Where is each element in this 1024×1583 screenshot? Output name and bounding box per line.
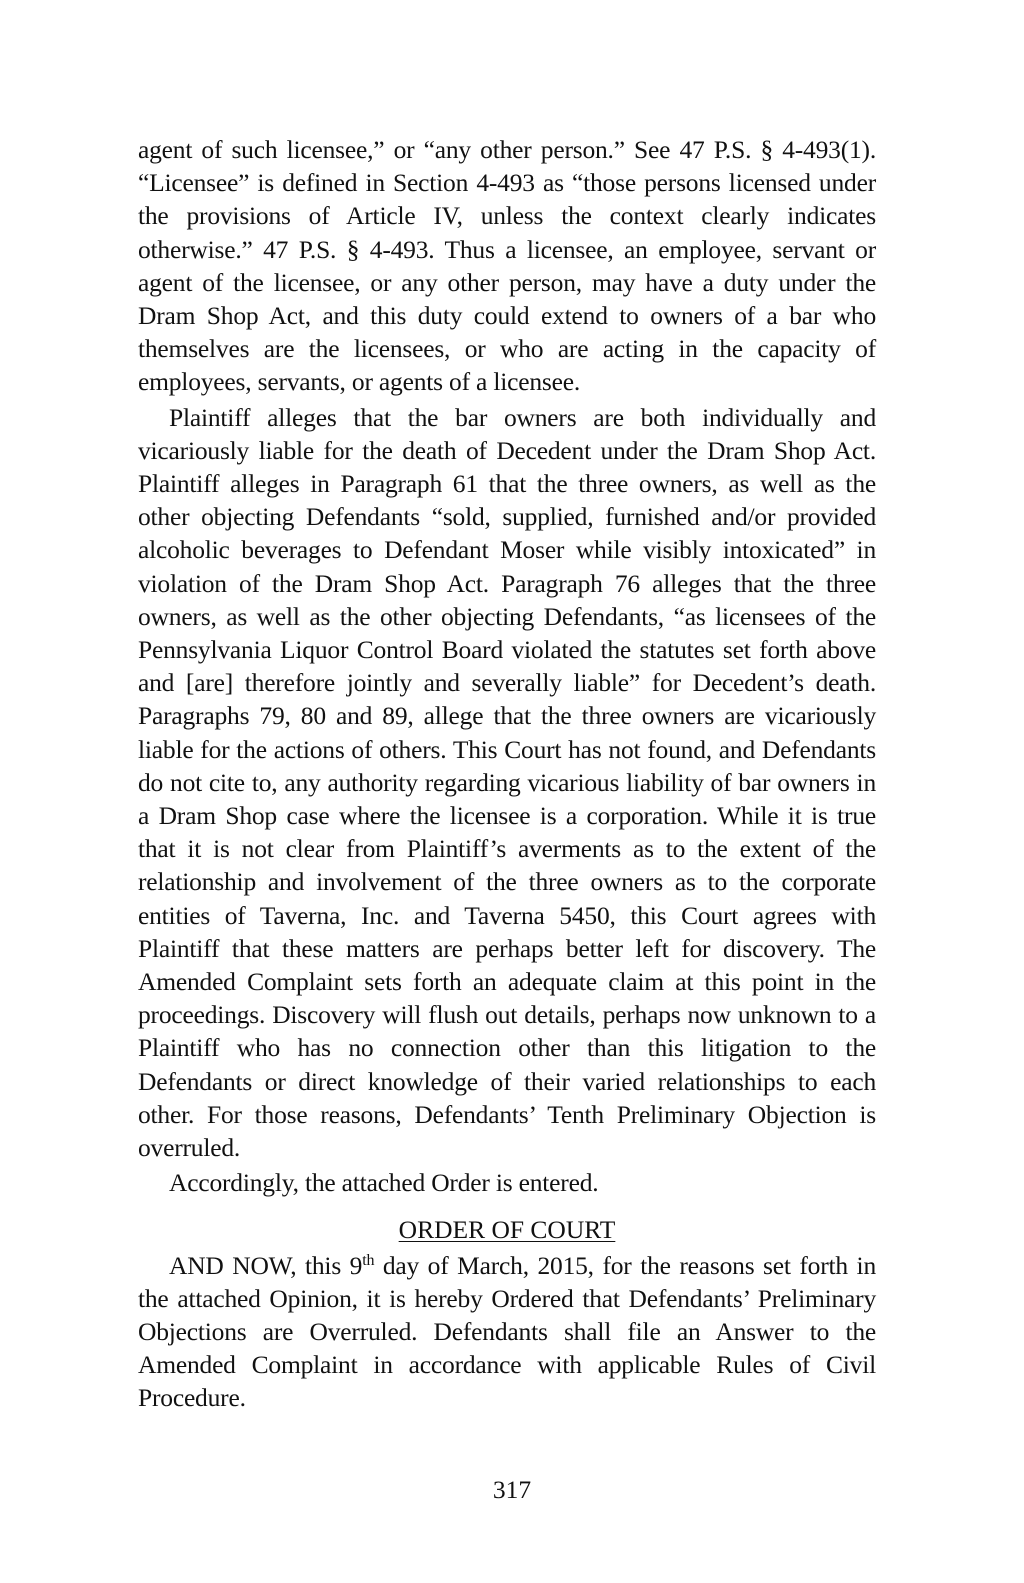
order-of-court-heading: ORDER OF COURT: [398, 1214, 616, 1244]
order-text-rest: day of March, 2015, for the reasons set forth in the attached Opinion, it is hereby Ordered that Defendants’ Preliminary Objections are Overruled. Defendants shall file an Answer to the Amended Complaint in accordance with applicable Rules of Civil Procedure.: [138, 1250, 876, 1413]
paragraph-order-text: [138, 1249, 876, 1415]
page-number: 317: [492, 1475, 532, 1504]
order-text-start: AND NOW, this 9: [169, 1250, 363, 1280]
document-body: [138, 133, 876, 1415]
ordinal-superscript: th: [362, 1251, 375, 1269]
paragraph-vicarious-liability: Plaintiff alleges that the bar owners are both individually and vicariously liable for the death of Decedent under the Dram Shop Act. Plaintiff alleges in Paragraph 61 that the three owners, as well as the other objecting Defendants “sold, supplied, furnished and/or provided alcoholic beverages to Defendant Moser while visibly intoxicated” in violation of the Dram Shop Act. Paragraph 76 alleges that the three owners, as well as the other objecting Defendants, “as licensees of the Pennsylvania Liquor Control Board violated the statutes set forth above and [are] therefore jointly and severally liable” for Decedent’s death. Paragraphs 79, 80 and 89, allege that the three owners are vicariously liable for the actions of others. This Court has not found, and Defendants do not cite to, any authority regarding vicarious liability of bar owners in a Dram Shop case where the licensee is a corporation. While it is true that it is not clear from Plaintiff’s averments as to the extent of the relationship and involvement of the three owners as to the corporate entities of Taverna, Inc. and Taverna 5450, this Court agrees with Plaintiff that these matters are perhaps better left for discovery. The Amended Complaint sets forth an adequate claim at this point in the proceedings. Discovery will flush out details, perhaps now unknown to a Plaintiff who has no connection other than this litigation to the Defendants or direct knowledge of their varied relationships to each other. For those reasons, Defendants’ Tenth Preliminary Objection is overruled.: [138, 402, 876, 1163]
paragraph-order-entered: Accordingly, the attached Order is entered.: [169, 1168, 599, 1198]
paragraph-licensee-definition: agent of such licensee,” or “any other person.” See 47 P.S. § 4-493(1). “Licensee” is defined in Section 4-493 as “those persons licensed under the provisions of Article IV, unless the context clearly indicates otherwise.” 47 P.S. § 4-493. Thus a licensee, an employee, servant or agent of the licensee, or any other person, may have a duty under the Dram Shop Act, and this duty could extend to owners of a bar who themselves are the licensees, or who are acting in the capacity of employees, servants, or agents of a licensee.: [138, 135, 876, 397]
